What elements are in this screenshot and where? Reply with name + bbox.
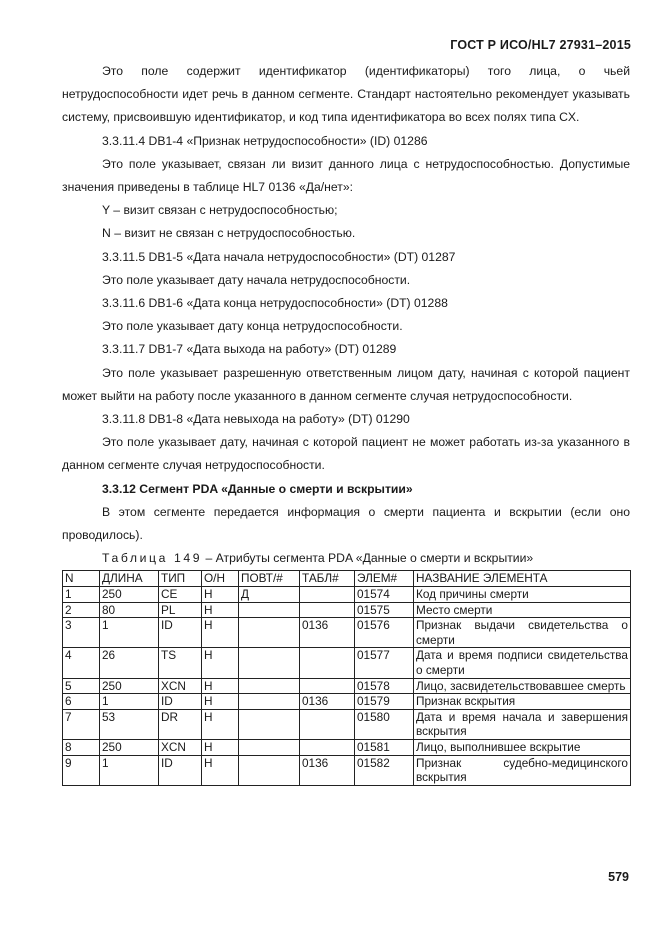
- table-cell: 5: [63, 678, 100, 694]
- table-cell: 0136: [300, 755, 355, 785]
- table-cell: 01581: [355, 740, 414, 756]
- column-header: ДЛИНА: [100, 571, 159, 587]
- column-header: N: [63, 571, 100, 587]
- table-cell: CE: [159, 587, 202, 603]
- table-cell: [300, 587, 355, 603]
- table-cell: [239, 678, 300, 694]
- table-caption-text: – Атрибуты сегмента PDA «Данные о смерти и вскрытии»: [202, 551, 534, 566]
- paragraph: 3.3.11.8 DB1-8 «Дата невыхода на работу» (DT) 01290: [102, 412, 410, 427]
- table-row: [63, 694, 631, 710]
- table-cell: ID: [159, 755, 202, 785]
- table-cell: 01578: [355, 678, 414, 694]
- table-cell: Н: [202, 740, 239, 756]
- table-cell: 80: [100, 602, 159, 618]
- table-cell: 1: [100, 694, 159, 710]
- table-cell: 1: [63, 587, 100, 603]
- table-cell: 1: [100, 618, 159, 648]
- table-cell: 3: [63, 618, 100, 648]
- table-cell: [300, 740, 355, 756]
- table-cell: Место смерти: [414, 602, 631, 618]
- table-row: [63, 709, 631, 739]
- table-cell: ID: [159, 618, 202, 648]
- table-cell: [300, 678, 355, 694]
- table-cell: 01574: [355, 587, 414, 603]
- table-cell: Н: [202, 618, 239, 648]
- column-header: НАЗВАНИЕ ЭЛЕМЕНТА: [414, 571, 631, 587]
- table-cell: PL: [159, 602, 202, 618]
- table-cell: 0136: [300, 618, 355, 648]
- document-header: ГОСТ Р ИСО/HL7 27931–2015: [450, 38, 631, 52]
- table-row: [63, 755, 631, 785]
- table-cell: Лицо, выполнившее вскрытие: [414, 740, 631, 756]
- table-cell: Признак вскрытия: [414, 694, 631, 710]
- table-cell: [239, 648, 300, 678]
- table-cell: 2: [63, 602, 100, 618]
- table-cell: Н: [202, 709, 239, 739]
- table-cell: [239, 740, 300, 756]
- table-cell: 0136: [300, 694, 355, 710]
- table-row: [63, 740, 631, 756]
- table-cell: Признак выдачи свидетельства о смерти: [414, 618, 631, 648]
- table-cell: [300, 709, 355, 739]
- table-cell: Н: [202, 755, 239, 785]
- table-row: [63, 602, 631, 618]
- column-header: О/Н: [202, 571, 239, 587]
- table-cell: [239, 602, 300, 618]
- table-cell: 250: [100, 678, 159, 694]
- table-caption-label: Таблица 149: [102, 551, 203, 566]
- table-cell: 7: [63, 709, 100, 739]
- table-cell: 1: [100, 755, 159, 785]
- paragraph: Это поле содержит идентификатор (идентификаторы) того лица, о чьей нетрудоспособности идет речь в данном сегменте. Стандарт настоятельно рекомендует указывать систему, присвоившую идентификатор, и код типа идентификатора во всех полях типа CX.: [62, 64, 630, 125]
- table-cell: Н: [202, 602, 239, 618]
- table-cell: 250: [100, 740, 159, 756]
- table-row: [63, 587, 631, 603]
- paragraph: В этом сегменте передается информация о смерти пациента и вскрытии (если оно проводилось).: [62, 504, 630, 543]
- table-cell: Н: [202, 587, 239, 603]
- table-cell: 8: [63, 740, 100, 756]
- table-cell: 250: [100, 587, 159, 603]
- table-cell: 4: [63, 648, 100, 678]
- table-row: [63, 678, 631, 694]
- column-header: ТАБЛ#: [300, 571, 355, 587]
- table-cell: ID: [159, 694, 202, 710]
- paragraph: 3.3.11.7 DB1-7 «Дата выхода на работу» (DT) 01289: [102, 342, 397, 357]
- body-text: [62, 60, 630, 547]
- table-row: [63, 618, 631, 648]
- table-cell: Признак судебно-медицинского вскрытия: [414, 755, 631, 785]
- table-row: [63, 648, 631, 678]
- table-cell: Н: [202, 678, 239, 694]
- paragraph: 3.3.11.6 DB1-6 «Дата конца нетрудоспособности» (DT) 01288: [102, 296, 448, 311]
- table-cell: DR: [159, 709, 202, 739]
- table-cell: Лицо, засвидетельствовавшее смерть: [414, 678, 631, 694]
- table-cell: Н: [202, 694, 239, 710]
- paragraph: N – визит не связан с нетрудоспособностью.: [102, 226, 356, 241]
- paragraph: 3.3.11.5 DB1-5 «Дата начала нетрудоспособности» (DT) 01287: [102, 249, 456, 264]
- paragraph: Y – визит связан с нетрудоспособностью;: [102, 203, 338, 218]
- page-body: [62, 60, 630, 786]
- table-cell: 01582: [355, 755, 414, 785]
- page-number: 579: [608, 870, 629, 884]
- column-header: ТИП: [159, 571, 202, 587]
- table-cell: XCN: [159, 740, 202, 756]
- pda-attributes-table: [62, 570, 631, 785]
- table-cell: [239, 694, 300, 710]
- table-cell: [239, 755, 300, 785]
- table-cell: Код причины смерти: [414, 587, 631, 603]
- table-cell: TS: [159, 648, 202, 678]
- paragraph: Это поле указывает дату, начиная с которой пациент не может работать из-за указанного в данном сегменте случая нетрудоспособности.: [62, 435, 630, 473]
- table-cell: 01580: [355, 709, 414, 739]
- table-cell: Дата и время начала и завершения вскрытия: [414, 709, 631, 739]
- table-cell: 9: [63, 755, 100, 785]
- table-cell: 01576: [355, 618, 414, 648]
- table-header-row: [63, 571, 631, 587]
- table-caption: [62, 547, 630, 570]
- paragraph: 3.3.11.4 DB1-4 «Признак нетрудоспособности» (ID) 01286: [102, 133, 428, 148]
- table-cell: 26: [100, 648, 159, 678]
- table-cell: [239, 709, 300, 739]
- table-cell: [300, 648, 355, 678]
- paragraph: Это поле указывает разрешенную ответственным лицом дату, начиная с которой пациент может выйти на работу после указанного в данном сегменте случая нетрудоспособности.: [62, 365, 630, 403]
- table-cell: 53: [100, 709, 159, 739]
- table-cell: 01577: [355, 648, 414, 678]
- table-body: [63, 587, 631, 786]
- paragraph: Это поле указывает, связан ли визит данного лица с нетрудоспособностью. Допустимые значения приведены в таблице HL7 0136 «Да/нет»:: [62, 156, 630, 195]
- table-cell: 6: [63, 694, 100, 710]
- paragraph: Это поле указывает дату начала нетрудоспособности.: [102, 272, 411, 287]
- table-cell: 01575: [355, 602, 414, 618]
- table-cell: Н: [202, 648, 239, 678]
- table-cell: 01579: [355, 694, 414, 710]
- section-heading: 3.3.12 Сегмент PDA «Данные о смерти и вскрытии»: [102, 481, 413, 496]
- paragraph: Это поле указывает дату конца нетрудоспособности.: [102, 319, 403, 334]
- table-cell: [300, 602, 355, 618]
- table-cell: Дата и время подписи свидетельства о смерти: [414, 648, 631, 678]
- table-cell: XCN: [159, 678, 202, 694]
- column-header: ПОВТ/#: [239, 571, 300, 587]
- table-cell: [239, 618, 300, 648]
- table-cell: Д: [239, 587, 300, 603]
- column-header: ЭЛЕМ#: [355, 571, 414, 587]
